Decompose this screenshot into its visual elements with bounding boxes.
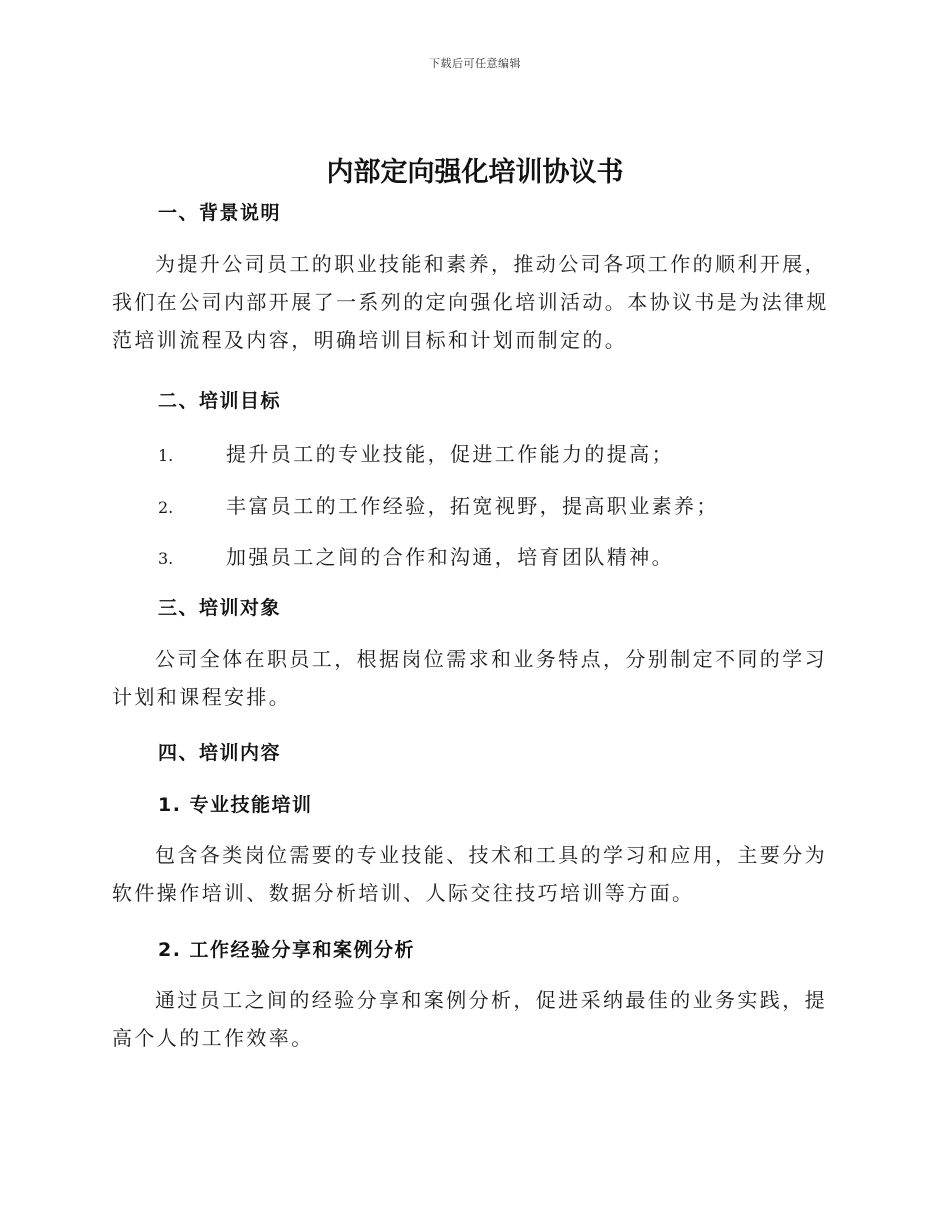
list-number: 2. (158, 498, 174, 517)
list-text: 提升员工的专业技能，促进工作能力的提高； (226, 442, 674, 466)
list-number: 3. (158, 549, 174, 568)
list-text: 丰富员工的工作经验，拓宽视野，提高职业素养； (226, 494, 719, 518)
skills-paragraph (112, 836, 832, 912)
subsection-heading-skills: 1. 专业技能培训 (158, 794, 313, 816)
section-heading-goals: 二、培训目标 (158, 390, 282, 412)
audience-text: 公司全体在职员工，根据岗位需求和业务特点，分别制定不同的学习计划和课程安排。 (112, 647, 827, 709)
background-paragraph (112, 245, 832, 359)
section-heading-content: 四、培训内容 (158, 742, 282, 764)
skills-text: 包含各类岗位需要的专业技能、技术和工具的学习和应用，主要分为软件操作培训、数据分析培训、人际交往技巧培训等方面。 (112, 843, 827, 905)
header-note: 下载后可任意编辑 (429, 57, 521, 70)
section-heading-background: 一、背景说明 (158, 202, 282, 224)
list-text: 加强员工之间的合作和沟通，培育团队精神。 (226, 545, 674, 569)
subsection-heading-experience: 2. 工作经验分享和案例分析 (158, 939, 416, 961)
goal-list-item (158, 490, 719, 519)
goal-list-item (158, 438, 674, 467)
document-title: 内部定向强化培训协议书 (326, 157, 624, 188)
experience-paragraph (112, 981, 832, 1057)
goal-list-item (158, 541, 674, 570)
experience-text: 通过员工之间的经验分享和案例分析，促进采纳最佳的业务实践，提高个人的工作效率。 (112, 988, 827, 1050)
section-heading-audience: 三、培训对象 (158, 597, 282, 619)
background-text: 为提升公司员工的职业技能和素养，推动公司各项工作的顺利开展，我们在公司内部开展了一系列的定向强化培训活动。本协议书是为法律规范培训流程及内容，明确培训目标和计划而制定的。 (112, 252, 829, 352)
list-number: 1. (158, 446, 174, 465)
audience-paragraph (112, 640, 832, 716)
